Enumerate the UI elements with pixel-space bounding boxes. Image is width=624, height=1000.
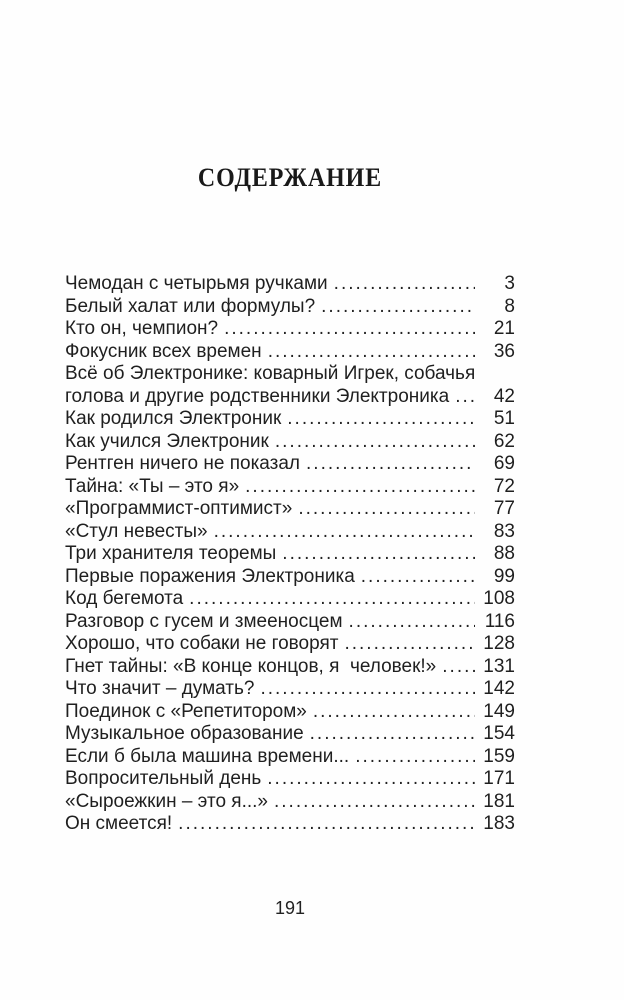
page-content (65, 162, 515, 836)
toc-entry (65, 768, 515, 791)
toc-entry-page: 131 (483, 655, 515, 677)
toc-entry-page: 21 (493, 318, 515, 339)
toc-entry-page: 128 (483, 633, 515, 654)
toc-entry-page: 181 (483, 790, 515, 812)
toc-entry (65, 498, 515, 521)
toc-leader-dots (224, 318, 475, 341)
toc-entry-page: 51 (493, 408, 515, 429)
toc-entry-page: 8 (504, 295, 515, 317)
toc-entry-page: 88 (493, 543, 515, 564)
toc-entry (65, 678, 515, 701)
toc-entry-page: 154 (483, 723, 515, 744)
toc-entry-page: 77 (493, 498, 515, 519)
toc-entry-page: 149 (483, 700, 515, 722)
toc-entry-title: Белый халат или формулы? (65, 295, 316, 317)
toc-entry (65, 408, 515, 431)
toc-entry-title: Фокусник всех времен (65, 340, 262, 362)
toc-leader-dots (189, 588, 475, 611)
toc-entry-title: «Сыроежкин – это я...» (65, 790, 268, 812)
toc-entry-page: 171 (483, 768, 515, 789)
toc-entry (65, 296, 515, 319)
table-of-contents (65, 273, 515, 836)
page-title: СОДЕРЖАНИЕ (197, 163, 383, 192)
toc-leader-dots (267, 768, 475, 791)
toc-entry-page: 142 (483, 678, 515, 699)
toc-entry (65, 656, 515, 679)
toc-entry (65, 318, 515, 341)
toc-entry-title: Чемодан с четырьмя ручками (65, 273, 328, 294)
toc-entry-title: Разговор с гусем и змееносцем (65, 610, 343, 632)
toc-entry (65, 633, 515, 656)
page-number: 191 (274, 898, 306, 918)
toc-entry (65, 723, 515, 746)
toc-entry (65, 453, 515, 476)
toc-entry-title: Как учился Электроник (65, 430, 269, 452)
toc-leader-dots (275, 431, 475, 454)
toc-entry-title: голова и другие родственники Электроника (65, 385, 450, 407)
toc-entry-title-line1 (65, 363, 515, 386)
toc-entry (65, 611, 515, 634)
toc-entry (65, 521, 515, 544)
toc-entry-title: Код бегемота (65, 588, 184, 609)
toc-entry-page: 36 (493, 340, 515, 362)
toc-leader-dots (349, 611, 475, 634)
toc-leader-dots (282, 543, 475, 566)
toc-entry-title: Тайна: «Ты – это я» (65, 475, 240, 497)
toc-entry-title: Три хранителя теоремы (65, 543, 277, 564)
toc-leader-dots (214, 521, 475, 544)
toc-entry-title: Всё об Электронике: коварный Игрек, собачья (65, 363, 476, 384)
toc-leader-dots (260, 678, 475, 701)
toc-entry (65, 273, 515, 296)
toc-entry-title: Если б была машина времени... (65, 745, 350, 767)
toc-leader-dots (287, 408, 475, 431)
toc-entry (65, 543, 515, 566)
toc-entry-title: «Стул невесты» (65, 520, 208, 542)
toc-entry-page: 3 (504, 273, 515, 294)
toc-leader-dots (361, 566, 475, 589)
toc-entry-title: Хорошо, что собаки не говорят (65, 633, 339, 654)
toc-leader-dots (355, 746, 475, 769)
toc-entry-page: 99 (493, 565, 515, 587)
toc-entry-title: Кто он, чемпион? (65, 318, 219, 339)
toc-entry-title: Что значит – думать? (65, 678, 255, 699)
toc-leader-dots (455, 386, 475, 409)
toc-entry-title: Рентген ничего не показал (65, 453, 301, 474)
toc-entry-title: «Программист-оптимист» (65, 498, 293, 519)
toc-leader-dots (274, 791, 475, 814)
toc-leader-dots (268, 341, 475, 364)
toc-entry-title: Вопросительный день (65, 768, 262, 789)
toc-leader-dots (344, 633, 475, 656)
toc-entry (65, 363, 515, 408)
toc-leader-dots (310, 723, 475, 746)
toc-entry-page: 159 (483, 745, 515, 767)
toc-entry-page: 108 (483, 588, 515, 609)
toc-entry-title: Он смеется! (65, 813, 173, 834)
toc-leader-dots (178, 813, 475, 836)
toc-entry-title: Первые поражения Электроника (65, 565, 355, 587)
toc-entry-page: 62 (493, 430, 515, 452)
toc-entry-page: 42 (493, 385, 515, 407)
toc-leader-dots (298, 498, 475, 521)
toc-entry (65, 813, 515, 836)
toc-entry (65, 431, 515, 454)
toc-entry (65, 701, 515, 724)
toc-entry-title: Музыкальное образование (65, 723, 304, 744)
toc-leader-dots (321, 296, 475, 319)
toc-entry-page: 83 (493, 520, 515, 542)
toc-leader-dots (313, 701, 475, 724)
toc-leader-dots (306, 453, 475, 476)
toc-leader-dots (442, 656, 475, 679)
toc-entry-page: 116 (484, 610, 515, 632)
toc-entry-page: 72 (493, 475, 515, 497)
toc-entry-title: Гнет тайны: «В конце концов, я человек!» (65, 655, 437, 677)
toc-entry-title: Поединок с «Репетитором» (65, 700, 307, 722)
toc-entry (65, 746, 515, 769)
toc-entry (65, 341, 515, 364)
toc-entry (65, 791, 515, 814)
toc-entry-page: 69 (493, 453, 515, 474)
toc-entry-page: 183 (483, 813, 515, 834)
toc-entry (65, 566, 515, 589)
toc-entry (65, 588, 515, 611)
toc-entry (65, 476, 515, 499)
toc-leader-dots (334, 273, 475, 296)
toc-entry-title-line2 (65, 386, 515, 409)
toc-entry-title: Как родился Электроник (65, 408, 282, 429)
toc-leader-dots (245, 476, 475, 499)
